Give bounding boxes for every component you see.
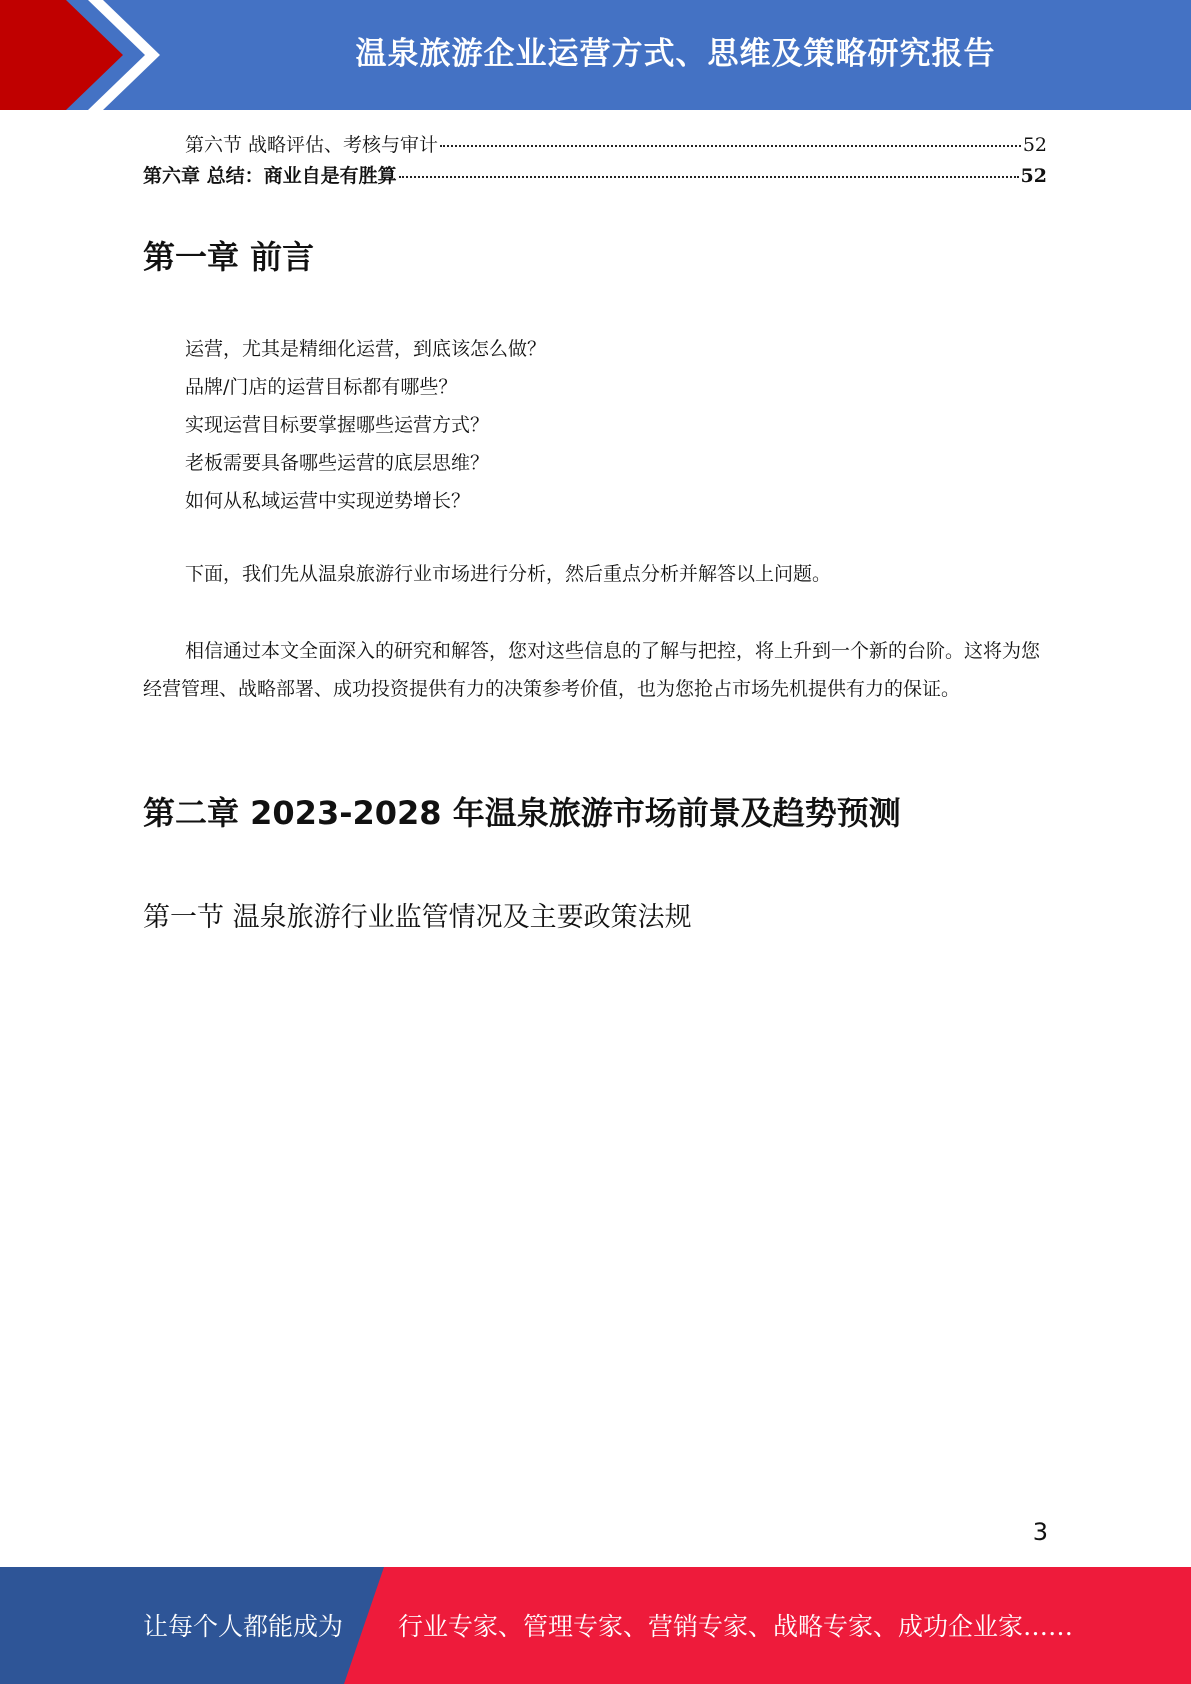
toc-entry-page: 52 (1020, 165, 1047, 187)
question-list (185, 330, 546, 520)
toc-entry[interactable] (185, 130, 1047, 157)
question-item: 品牌/门店的运营目标都有哪些？ (185, 376, 458, 398)
page-number: 3 (1032, 1518, 1048, 1546)
question-item: 实现运营目标要掌握哪些运营方式？ (185, 414, 490, 436)
toc-leader-dots (399, 176, 1019, 178)
footer-slogan-right: 行业专家、管理专家、营销专家、战略专家、成功企业家…… (398, 1612, 1074, 1641)
paragraph: 下面，我们先从温泉旅游行业市场进行分析，然后重点分析并解答以上问题。 (185, 563, 832, 585)
footer-banner (0, 1567, 1191, 1684)
question-item: 老板需要具备哪些运营的底层思维？ (185, 452, 490, 474)
toc-leader-dots (440, 145, 1021, 147)
chapter-heading: 第一章 前言 (143, 238, 315, 276)
question-item: 如何从私域运营中实现逆势增长？ (185, 490, 471, 512)
footer-slogan-left: 让每个人都能成为 (143, 1612, 344, 1641)
question-item: 运营，尤其是精细化运营，到底该怎么做？ (185, 338, 547, 360)
chapter-heading: 第二章 2023-2028 年温泉旅游市场前景及趋势预测 (143, 794, 901, 832)
toc-entry-title: 第六节 战略评估、考核与审计 (185, 134, 439, 156)
document-title: 温泉旅游企业运营方式、思维及策略研究报告 (355, 36, 996, 72)
header-banner (0, 0, 1191, 110)
paragraph: 相信通过本文全面深入的研究和解答，您对这些信息的了解与把控，将上升到一个新的台阶。这将为您经营管理、战略部署、成功投资提供有力的决策参考价值，也为您抢占市场先机提供有力的保证。 (143, 640, 1041, 700)
toc-entry-title: 第六章 总结：商业自是有胜算 (143, 165, 397, 187)
section-heading: 第一节 温泉旅游行业监管情况及主要政策法规 (143, 902, 692, 933)
toc-entry-page: 52 (1022, 134, 1047, 156)
toc-entry[interactable] (143, 161, 1047, 188)
